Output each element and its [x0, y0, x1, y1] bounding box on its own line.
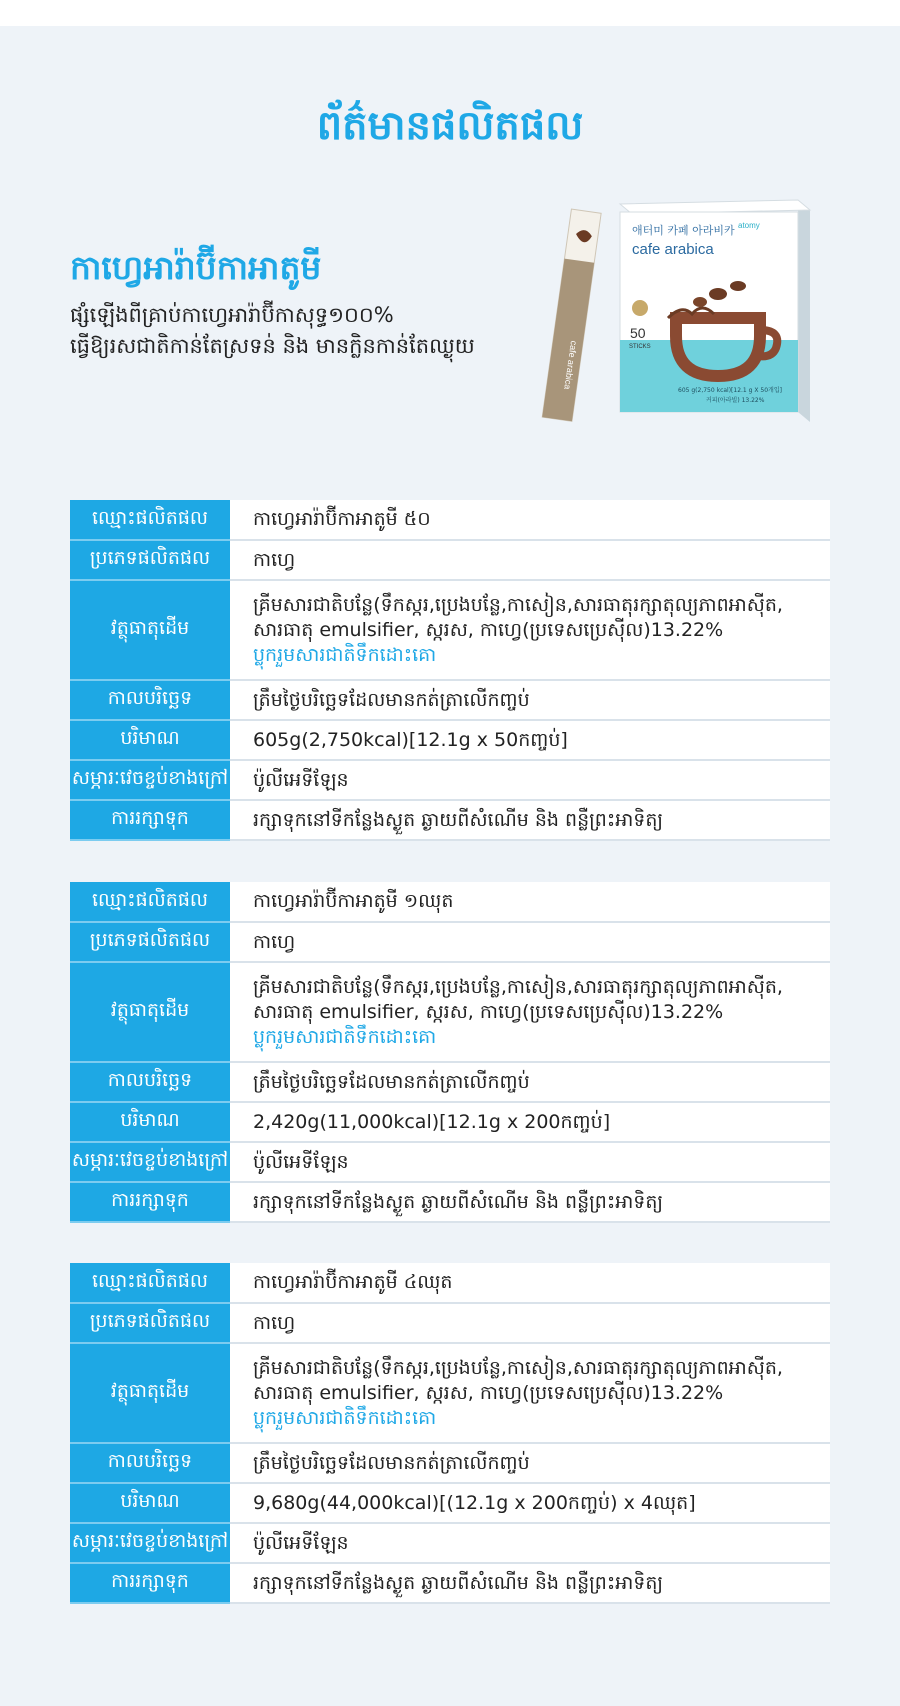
- coffee-bean-icon: [730, 281, 746, 291]
- row-label: ការរក្សាទុក: [70, 1563, 230, 1603]
- row-label: ប្រភេទផលិតផល: [70, 922, 230, 962]
- row-label: ការរក្សាទុក: [70, 1182, 230, 1222]
- table-row: [70, 760, 830, 800]
- ingredient-line: សារធាតុ emulsifier, ស្ករស, កាហ្វេ(ប្រទេសប្រេស៊ីល)13.22%: [253, 618, 724, 641]
- row-value: 605g(2,750kcal)[12.1g x 50កញ្ចប់]: [230, 720, 830, 760]
- product-description: [70, 300, 475, 362]
- allergy-note: ប្លុករួមសារជាតិទឹកដោះគោ: [253, 1025, 437, 1048]
- row-value: កាហ្វេអារ៉ាប៊ីកាអាតូមី ១ឈុត: [230, 882, 830, 922]
- coffee-bean-icon: [693, 297, 707, 307]
- row-value: 2,420g(11,000kcal)[12.1g x 200កញ្ចប់]: [230, 1102, 830, 1142]
- table-row: [70, 1563, 830, 1603]
- table-row: [70, 962, 830, 1062]
- row-value: ត្រឹមថ្ងៃបរិច្ឆេទដែលមានកត់ត្រាលើកញ្ចប់: [230, 1062, 830, 1102]
- row-value: កាហ្វេអារ៉ាប៊ីកាអាតូមី ៥០: [230, 500, 830, 540]
- table-row: [70, 1102, 830, 1142]
- row-label: បរិមាណ: [70, 720, 230, 760]
- row-label: វត្ថុធាតុដើម: [70, 1343, 230, 1443]
- table-row: [70, 540, 830, 580]
- row-value: កាហ្វេអារ៉ាប៊ីកាអាតូមី ៤ឈុត: [230, 1263, 830, 1303]
- table-row: [70, 1263, 830, 1303]
- row-label: ឈ្មោះផលិតផល: [70, 1263, 230, 1303]
- box-product-name: cafe arabica: [632, 241, 714, 258]
- row-value: 9,680g(44,000kcal)[(12.1g x 200កញ្ចប់) x 4ឈុត]: [230, 1483, 830, 1523]
- row-value: កាហ្វេ: [230, 1303, 830, 1343]
- row-value: ត្រឹមថ្ងៃបរិច្ឆេទដែលមានកត់ត្រាលើកញ្ចប់: [230, 1443, 830, 1483]
- row-value: រក្សាទុកនៅទីកន្លែងស្ងួត ឆ្ងាយពីសំណើម និង ពន្លឺព្រះអាទិត្យ: [230, 800, 830, 840]
- table-row: [70, 1062, 830, 1102]
- row-value: [230, 962, 830, 1062]
- row-label: ប្រភេទផលិតផល: [70, 540, 230, 580]
- badge-icon: [632, 300, 648, 316]
- row-label: ឈ្មោះផលិតផល: [70, 882, 230, 922]
- ingredient-line: គ្រីមសារជាតិបន្លែ(ទឹកស្ករ,ប្រេងបន្លែ,កាសៀន,សារធាតុរក្សាតុល្យភាពអាស៊ីត,: [253, 1356, 783, 1379]
- allergy-note: ប្លុករួមសារជាតិទឹកដោះគោ: [253, 643, 437, 666]
- row-label: បរិមាណ: [70, 1102, 230, 1142]
- box-side: [798, 200, 810, 422]
- stick-label: cafe arabica: [562, 340, 580, 391]
- table-row: [70, 1182, 830, 1222]
- row-label: ការរក្សាទុក: [70, 800, 230, 840]
- row-label: ឈ្មោះផលិតផល: [70, 500, 230, 540]
- row-label: កាលបរិច្ឆេទ: [70, 1062, 230, 1102]
- box-brand-logo: atomy: [738, 221, 760, 230]
- row-value: [230, 1343, 830, 1443]
- row-value: ត្រឹមថ្ងៃបរិច្ឆេទដែលមានកត់ត្រាលើកញ្ចប់: [230, 680, 830, 720]
- table-row: [70, 922, 830, 962]
- row-label: ប្រភេទផលិតផល: [70, 1303, 230, 1343]
- table-row: [70, 1483, 830, 1523]
- row-value: រក្សាទុកនៅទីកន្លែងស្ងួត ឆ្ងាយពីសំណើម និង ពន្លឺព្រះអាទិត្យ: [230, 1182, 830, 1222]
- spec-table: [70, 882, 830, 1223]
- table-row: [70, 1523, 830, 1563]
- table-row: [70, 500, 830, 540]
- ingredient-line: សារធាតុ emulsifier, ស្ករស, កាហ្វេ(ប្រទេសប្រេស៊ីល)13.22%: [253, 1000, 724, 1023]
- row-value: ប៉ូលីអេទីឡែន: [230, 1523, 830, 1563]
- table-row: [70, 1443, 830, 1483]
- box-weight: 605 g(2,750 kcal)[12.1 g X 50개입]: [678, 387, 782, 394]
- page-title: ព័ត៌មានផលិតផល: [316, 103, 584, 149]
- table-row: [70, 1303, 830, 1343]
- description-line: ធ្វើឱ្យរសជាតិកាន់តែស្រទន់ និង មានក្លិនកាន់តែឈ្ងុយ: [70, 334, 475, 358]
- table-row: [70, 580, 830, 680]
- row-label: កាលបរិច្ឆេទ: [70, 680, 230, 720]
- row-label: វត្ថុធាតុដើម: [70, 580, 230, 680]
- row-value: ប៉ូលីអេទីឡែន: [230, 1142, 830, 1182]
- row-label: សម្ភារៈវេចខ្ចប់ខាងក្រៅ: [70, 1523, 230, 1563]
- row-label: សម្ភារៈវេចខ្ចប់ខាងក្រៅ: [70, 760, 230, 800]
- table-row: [70, 882, 830, 922]
- ingredient-line: គ្រីមសារជាតិបន្លែ(ទឹកស្ករ,ប្រេងបន្លែ,កាសៀន,សារធាតុរក្សាតុល្យភាពអាស៊ីត,: [253, 593, 783, 616]
- coffee-bean-icon: [709, 288, 727, 300]
- ingredient-line: គ្រីមសារជាតិបន្លែ(ទឹកស្ករ,ប្រេងបន្លែ,កាសៀន,សារធាតុរក្សាតុល្យភាពអាស៊ីត,: [253, 975, 783, 998]
- box-korean-label: 애터미 카페 아라비카: [632, 224, 735, 237]
- row-value: ប៉ូលីអេទីឡែន: [230, 760, 830, 800]
- spec-table: [70, 500, 830, 841]
- box-ratio: 커피(아라빌) 13.22%: [706, 397, 765, 404]
- row-value: កាហ្វេ: [230, 922, 830, 962]
- allergy-note: ប្លុករួមសារជាតិទឹកដោះគោ: [253, 1406, 437, 1429]
- table-row: [70, 1343, 830, 1443]
- table-row: [70, 720, 830, 760]
- row-value: កាហ្វេ: [230, 540, 830, 580]
- product-name-heading: កាហ្វេអារ៉ាប៊ីកាអាតូមី: [70, 248, 322, 287]
- table-row: [70, 800, 830, 840]
- table-row: [70, 680, 830, 720]
- box-count-unit: STICKS: [629, 344, 651, 350]
- row-label: កាលបរិច្ឆេទ: [70, 1443, 230, 1483]
- product-image: [528, 190, 828, 452]
- row-value: [230, 580, 830, 680]
- row-label: សម្ភារៈវេចខ្ចប់ខាងក្រៅ: [70, 1142, 230, 1182]
- table-row: [70, 1142, 830, 1182]
- description-line: ផ្សំឡើងពីគ្រាប់កាហ្វេអារ៉ាប៊ីកាសុទ្ធ១០០%: [70, 303, 394, 327]
- box-count: 50: [630, 325, 646, 341]
- spec-table: [70, 1263, 830, 1604]
- row-value: រក្សាទុកនៅទីកន្លែងស្ងួត ឆ្ងាយពីសំណើម និង ពន្លឺព្រះអាទិត្យ: [230, 1563, 830, 1603]
- row-label: វត្ថុធាតុដើម: [70, 962, 230, 1062]
- ingredient-line: សារធាតុ emulsifier, ស្ករស, កាហ្វេ(ប្រទេសប្រេស៊ីល)13.22%: [253, 1381, 724, 1404]
- row-label: បរិមាណ: [70, 1483, 230, 1523]
- coffee-stick: [542, 209, 601, 421]
